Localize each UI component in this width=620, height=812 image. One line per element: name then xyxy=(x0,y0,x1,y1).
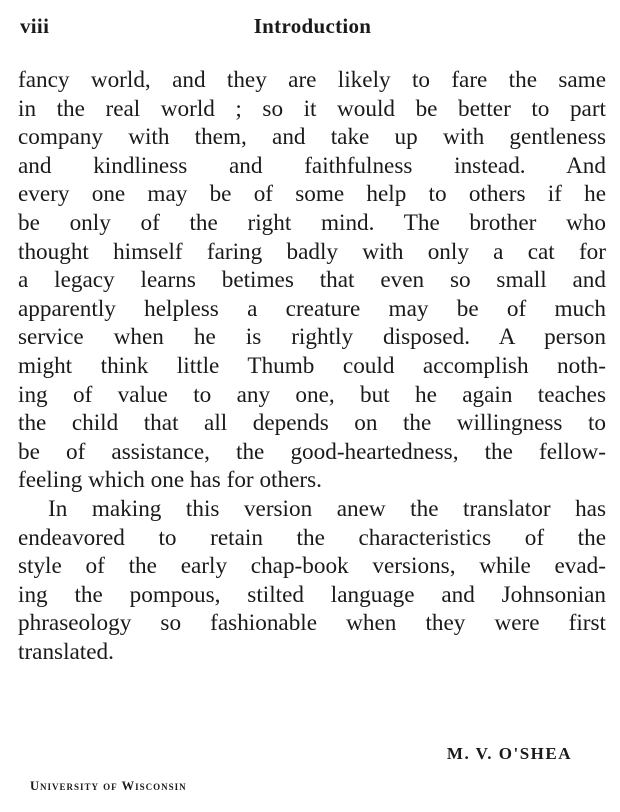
text-line: and kindliness and faithfulness instead. And xyxy=(18,152,606,179)
text-line: be of assistance, the good-heartedness, the fellow- xyxy=(18,438,606,465)
page-header xyxy=(20,14,605,44)
text-line: fancy world, and they are likely to fare the same xyxy=(18,67,606,93)
text-line: the child that all depends on the willingness to xyxy=(18,410,606,437)
running-head: Introduction xyxy=(253,14,372,38)
text-line: feeling which one has for others. xyxy=(18,467,322,494)
author-affiliation: University of Wisconsin xyxy=(30,779,187,793)
text-line: thought himself faring badly with only a cat for xyxy=(18,238,606,265)
text-line: ing the pompous, stilted language and Johnsonian xyxy=(18,581,606,608)
text-line: In making this version anew the translator has xyxy=(48,495,606,522)
text-line: be only of the right mind. The brother who xyxy=(18,209,606,236)
body-text xyxy=(18,66,606,666)
text-line: phraseology so fashionable when they were first xyxy=(18,610,606,637)
text-line: ing of value to any one, but he again teaches xyxy=(18,381,606,408)
text-line: endeavored to retain the characteristics of the xyxy=(18,524,606,551)
text-line: every one may be of some help to others if he xyxy=(18,181,606,208)
text-line: might think little Thumb could accomplish noth- xyxy=(18,352,606,379)
author-signature: M. V. O'SHEA xyxy=(446,744,572,763)
text-line: style of the early chap-book versions, while evad- xyxy=(18,553,606,580)
paragraph-1 xyxy=(18,66,606,495)
text-line: translated. xyxy=(18,638,114,665)
text-line: apparently helpless a creature may be of much xyxy=(18,295,606,322)
text-line: company with them, and take up with gentleness xyxy=(18,124,606,151)
text-line: service when he is rightly disposed. A person xyxy=(18,324,606,351)
text-line: in the real world ; so it would be better to part xyxy=(18,95,606,122)
page-number: viii xyxy=(20,14,50,38)
text-line: a legacy learns betimes that even so small and xyxy=(18,267,606,294)
paragraph-2 xyxy=(18,495,606,667)
